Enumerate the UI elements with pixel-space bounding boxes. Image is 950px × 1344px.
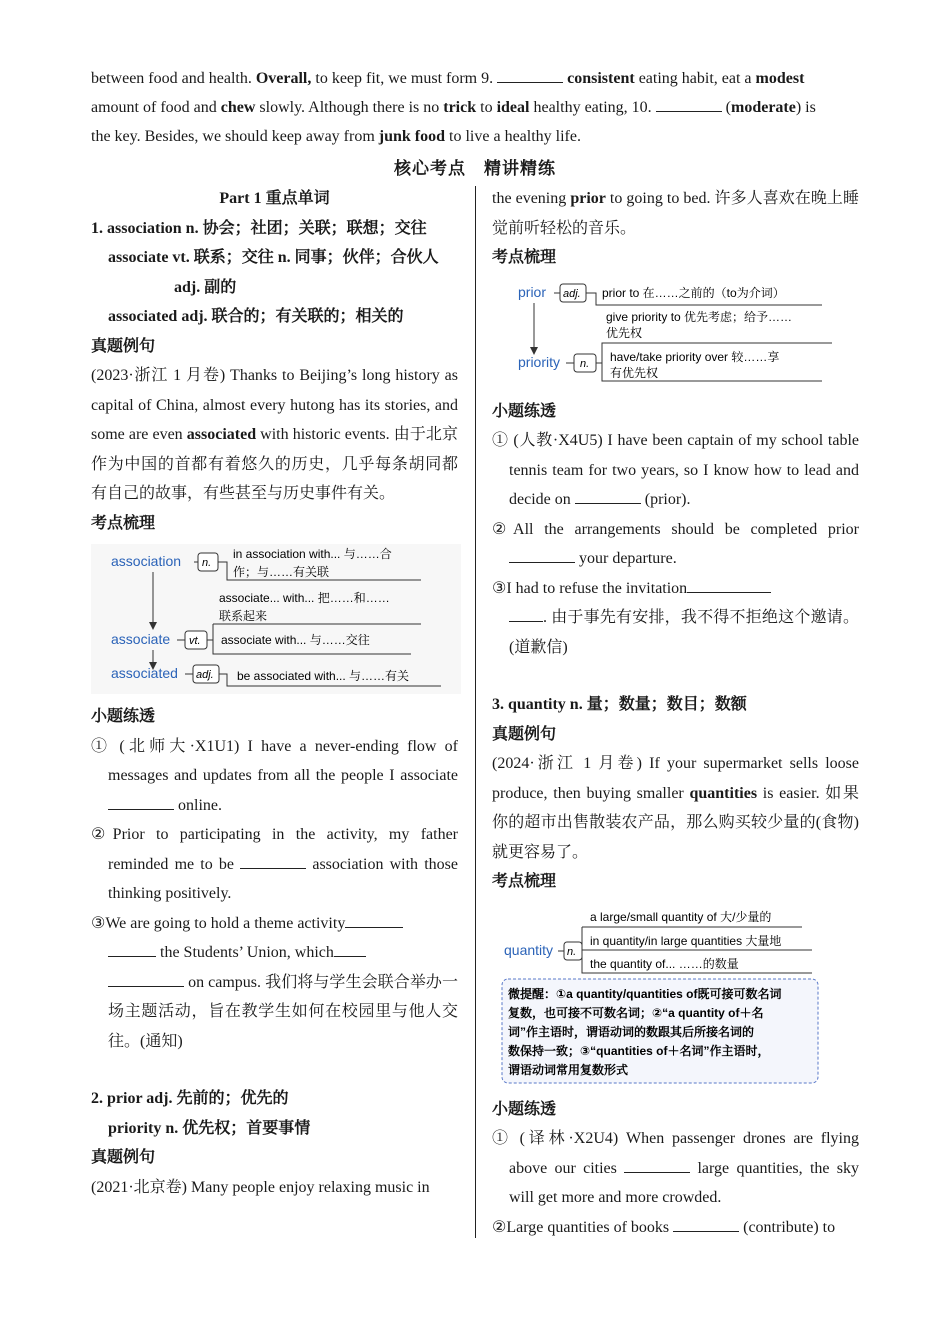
word-3-heading: 3. quantity n. 量；数量；数目；数额 [492,696,747,713]
diagram-tag: adj. [563,287,581,300]
practice-item [91,909,458,1057]
diagram-word: priority [518,353,561,370]
intro-text: to keep fit, we must form 9. [311,70,498,87]
answer-blank[interactable] [624,1154,690,1173]
practice-text: ③I had to refuse the invitation [492,579,688,597]
intro-text: to live a healthy life. [445,128,581,145]
intro-bold: junk food [378,128,446,145]
example-source: (2023·浙江 1 月卷) [91,367,231,384]
example-keyword: associated [186,426,257,443]
diagram-word: associate [111,631,171,647]
tip-line: 谓语动词常用复数形式 [508,1062,629,1077]
word-1-associated: associated adj. 联合的；有关联的；相关的 [108,308,404,325]
practice-text: your departure. [575,550,677,567]
word-1-associate: associate vt. 联系；交往 n. 同事；伙伴；合伙人 [108,249,439,266]
left-column [91,184,458,1202]
word-1-heading: 1. association n. 协会；社团；关联；联想；交往 [91,219,427,237]
practice-text: . 由于事先有安排，我不得不拒绝这个邀请。(道歉信) [509,609,859,656]
quantity-diagram [492,903,859,1087]
practice-item [91,820,458,909]
example-text: is easier. 如果你的超市出售散装农产品，那么购买较少量的(食物) 就更容易了。 [492,784,859,861]
practice-text: (contribute) to [739,1218,836,1236]
diagram-word: association [111,553,182,569]
intro-text: between food and health. [91,70,256,87]
practice-text: online. [174,796,222,814]
diagram-tag: adj. [196,669,214,681]
answer-blank[interactable] [345,909,403,928]
example-text: the evening [492,190,571,207]
intro-text: the key. Besides, we should keep away from [91,128,379,145]
practice-text: ②Large quantities of books [492,1218,674,1236]
answer-blank[interactable] [108,938,156,957]
diagram-word: quantity [504,941,554,958]
example-text: Many people enjoy relaxing music in [191,1178,430,1196]
diagram-tag: vt. [189,635,201,647]
answer-blank[interactable] [108,968,184,987]
practice-text: ① (北师大·X1U1) I have a never-ending flow of messages and updates from all the people I associate [91,737,458,784]
intro-text: amount of food and [91,99,221,116]
example-source: (2021·北京卷) [91,1178,191,1196]
intro-paragraph: between food and health. Overall, to keep fit, we must form 9. consistent eating habit, eat a modest amount of food and chew slowly. Although there is no trick to ideal healthy eating, 10. (moderate) is the key. Besides, we should keep away from junk food to live a healthy life. [91,64,859,151]
diagram-item: in quantity/in large quantities 大量地 [590,933,782,948]
answer-blank[interactable] [509,544,575,563]
diagram-word: prior [518,283,547,300]
practice-item [492,426,859,515]
diagram-word: associated [111,665,178,681]
word-1-adj: adj. 副的 [174,278,237,296]
right-column [492,184,859,1242]
example-text: Thanks to Beijing’s long history as capital of China, almost every hutong has its stories, and some are even [91,367,458,443]
association-diagram [91,544,461,694]
answer-blank-9[interactable] [497,64,563,83]
example-sentence [91,361,458,509]
diagram-item: the quantity of... ……的数量 [590,956,739,971]
column-divider [475,186,476,1238]
diagram-item: have/take priority over 较……享 [610,349,780,364]
answer-blank[interactable] [108,791,174,810]
points-label: 考点梳理 [91,514,156,532]
examples-label: 真题例句 [91,337,156,355]
practice-text: the Students’ Union, which [156,944,334,961]
practice-text: ① (译林·X2U4) When passenger drones are flying above our cities [492,1130,859,1177]
intro-text: to [476,99,497,116]
diagram-item: be associated with... 与……有关 [237,669,410,683]
example-keyword: prior [570,190,606,207]
diagram-item: give priority to 优先考虑；给予…… [606,309,793,324]
word-2-heading: 2. prior adj. 先前的；优先的 [91,1090,289,1107]
practice-text: ②All the arrangements should be completed prior [492,520,859,538]
intro-bold: trick [443,99,477,116]
practice-text: large quantities, the sky will get more and more crowded. [509,1159,860,1206]
diagram-item: 优先权 [606,325,643,340]
example-text: If your supermarket sells loose produce, then buying smaller [492,755,859,802]
diagram-item: 作；与……有关联 [233,565,330,579]
answer-blank[interactable] [509,603,543,622]
word-2-priority: priority n. 优先权；首要事情 [108,1119,311,1137]
practice-text: association with those thinking positively. [108,855,459,902]
practice-text: (prior). [640,491,691,508]
practice-text: ③We are going to hold a theme activity [91,914,346,932]
example-sentence [91,1173,458,1203]
diagram-item: associate... with... 把……和…… [219,591,390,605]
practice-label: 小题练透 [492,1100,557,1118]
intro-bold: ideal [496,99,530,116]
diagram-item: a large/small quantity of 大/少量的 [590,909,772,924]
spacer [91,1056,458,1084]
examples-label: 真题例句 [492,725,557,743]
answer-blank[interactable] [575,485,641,504]
practice-item [492,574,859,663]
answer-blank-10[interactable] [656,93,722,112]
practice-text: ① (人教·X4U5) I have been captain of my school table tennis team for two years, so I know how to lead and decide on [492,432,859,508]
diagram-item: prior to 在……之前的（to为介词） [602,285,785,300]
tip-line: 数保持一致；③“quantities of＋名词”作主语时， [508,1043,770,1058]
prior-diagram [492,279,859,389]
answer-blank[interactable] [334,938,366,957]
diagram-item: in association with... 与……合 [233,547,392,561]
diagram-tag: n. [567,945,577,958]
points-label: 考点梳理 [492,249,557,266]
answer-blank[interactable] [673,1213,739,1232]
practice-text: on campus. 我们将与学生会联合举办一场主题活动，旨在教学生如何在校园里与他人交往。(通知) [108,973,458,1050]
example-sentence [492,749,859,867]
diagram-tag: n. [202,557,212,569]
part-heading: Part 1 重点单词 [219,190,330,207]
diagram-item: 有优先权 [610,365,659,380]
practice-label: 小题练透 [492,402,557,420]
section-title: 核心考点 精讲精练 [394,159,556,178]
intro-text: healthy eating, 10. [529,99,656,116]
intro-text: eating habit, eat a [634,70,756,87]
example-text: to going to bed. 许多人喜欢在晚上睡觉前听轻松的音乐。 [492,190,859,237]
practice-item [91,732,458,821]
intro-bold: Overall, [255,70,312,87]
tip-line: 词”作主语时，谓语动词的数跟其后所接名词的 [508,1024,755,1039]
answer-blank[interactable] [687,574,771,593]
spacer [492,662,859,690]
practice-text: ②Prior to participating in the activity, my father reminded me to be [91,826,458,873]
tip-line: 复数，也可接不可数名词；②“a quantity of＋名 [508,1005,764,1020]
tip-line: 微提醒：①a quantity/quantities of既可接可数名词 [508,986,782,1001]
intro-bold: chew [220,99,256,116]
intro-text: slowly. Although there is no [255,99,444,116]
practice-label: 小题练透 [91,708,156,725]
points-label: 考点梳理 [492,873,557,890]
example-source: (2024·浙江 1 月卷) [492,755,650,772]
diagram-tag: n. [580,357,590,370]
answer-blank[interactable] [240,850,306,869]
practice-item [492,1124,859,1213]
diagram-item: 联系起来 [219,609,268,623]
intro-bold: consistent [567,70,635,87]
diagram-item: associate with... 与……交往 [221,633,370,647]
example-text: with historic events. 由于北京作为中国的首都有着悠久的历史，几乎每条胡同都有自己的故事，有些甚至与历史事件有关。 [91,426,458,502]
examples-label: 真题例句 [91,1149,156,1166]
example-keyword: quantities [689,784,758,802]
example-sentence-cont [492,184,859,243]
practice-item [492,1213,859,1243]
practice-item [492,515,859,574]
intro-bold: moderate [730,99,796,116]
intro-bold: modest [755,70,805,87]
